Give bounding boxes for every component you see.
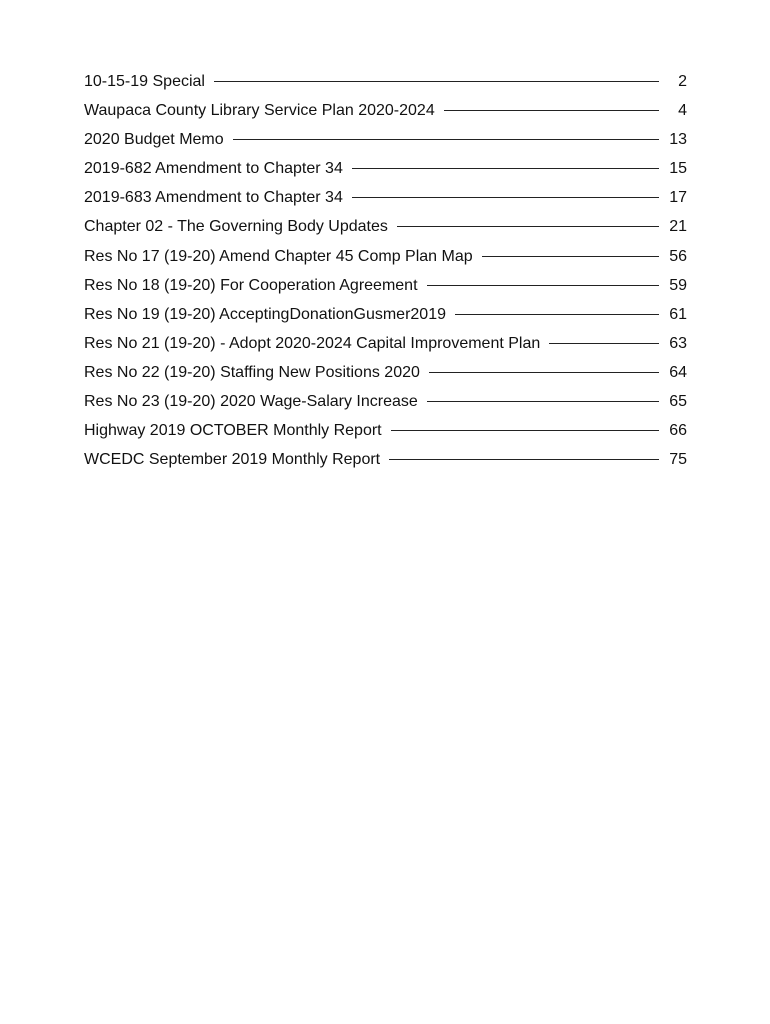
toc-entry-title: 10-15-19 Special <box>84 73 205 90</box>
table-of-contents <box>84 71 687 478</box>
toc-entry[interactable] <box>84 216 687 245</box>
toc-entry-page: 63 <box>669 334 687 352</box>
toc-entry-page: 59 <box>669 276 687 294</box>
toc-entry-page: 66 <box>669 422 687 440</box>
toc-entry-page: 17 <box>669 189 687 207</box>
toc-leader-line <box>214 81 659 82</box>
toc-entry[interactable] <box>84 71 687 100</box>
toc-entry-page: 75 <box>669 451 687 469</box>
toc-entry-page: 56 <box>669 247 687 265</box>
toc-entry-title: 2019-683 Amendment to Chapter 34 <box>84 189 343 207</box>
toc-entry-title: Highway 2019 OCTOBER Monthly Report <box>84 422 382 440</box>
toc-entry[interactable] <box>84 449 687 478</box>
toc-entry[interactable] <box>84 158 687 187</box>
toc-leader-line <box>391 430 659 431</box>
toc-entry-page: 65 <box>669 393 687 411</box>
toc-entry-title: Chapter 02 - The Governing Body Updates <box>84 218 388 236</box>
toc-entry-title: Res No 17 (19-20) Amend Chapter 45 Comp Plan Map <box>84 247 473 265</box>
toc-entry[interactable] <box>84 275 687 304</box>
toc-entry-title: Res No 18 (19-20) For Cooperation Agreement <box>84 276 418 294</box>
toc-entry[interactable] <box>84 246 687 275</box>
toc-entry-title: Res No 21 (19-20) - Adopt 2020-2024 Capital Improvement Plan <box>84 334 541 352</box>
toc-entry-title: Res No 22 (19-20) Staffing New Positions 2020 <box>84 363 420 381</box>
toc-entry-title: 2020 Budget Memo <box>84 131 224 149</box>
toc-entry[interactable] <box>84 333 687 362</box>
toc-leader-line <box>352 197 659 198</box>
toc-entry-title: Res No 19 (19-20) AcceptingDonationGusmer2019 <box>84 305 446 323</box>
toc-leader-line <box>482 256 659 257</box>
toc-entry-page: 4 <box>678 102 687 120</box>
toc-leader-line <box>427 285 659 286</box>
toc-leader-line <box>549 343 659 344</box>
toc-leader-line <box>427 401 659 402</box>
toc-leader-line <box>352 168 659 169</box>
toc-leader-line <box>389 459 659 460</box>
toc-leader-line <box>233 139 659 140</box>
toc-leader-line <box>397 226 659 227</box>
toc-entry[interactable] <box>84 304 687 333</box>
toc-entry[interactable] <box>84 129 687 158</box>
toc-entry-title: WCEDC September 2019 Monthly Report <box>84 451 381 469</box>
toc-entry-title: 2019-682 Amendment to Chapter 34 <box>84 160 343 178</box>
toc-leader-line <box>429 372 659 373</box>
toc-entry[interactable] <box>84 362 687 391</box>
toc-entry-page: 61 <box>669 305 687 323</box>
toc-entry-page: 21 <box>669 218 687 236</box>
toc-entry-title: Waupaca County Library Service Plan 2020-2024 <box>84 102 435 120</box>
toc-entry-page: 64 <box>669 363 687 381</box>
toc-entry[interactable] <box>84 100 687 129</box>
toc-entry-page: 13 <box>669 131 687 149</box>
toc-entry[interactable] <box>84 391 687 420</box>
toc-leader-line <box>444 110 659 111</box>
toc-entry-page: 15 <box>669 160 687 178</box>
toc-entry-page: 2 <box>678 73 687 90</box>
toc-leader-line <box>455 314 659 315</box>
toc-entry-title: Res No 23 (19-20) 2020 Wage-Salary Increase <box>84 393 418 411</box>
toc-entry[interactable] <box>84 420 687 449</box>
toc-entry[interactable] <box>84 187 687 216</box>
